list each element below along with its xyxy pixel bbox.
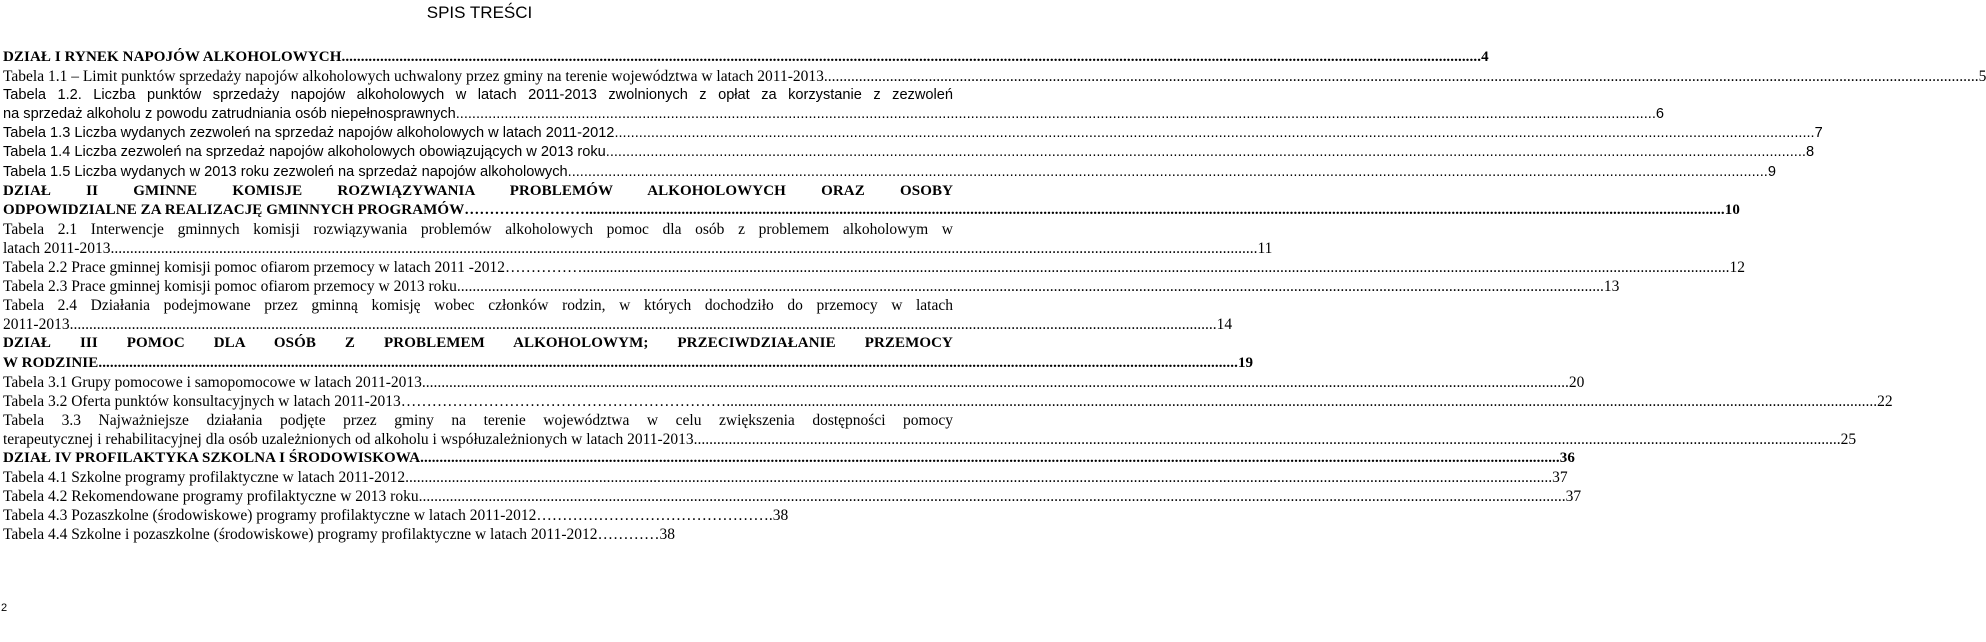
dot-leader xyxy=(585,201,1725,220)
toc-entry-text-line2: W RODZINIE xyxy=(3,354,99,371)
dot-leader xyxy=(70,315,1217,334)
page-number: 36 xyxy=(1559,449,1575,466)
toc-entry-text: Tabela 3.2 Oferta punktów konsultacyjnych w latach 2011-2013………………………………………………………. xyxy=(3,392,731,410)
toc-entry-tabela-3-3[interactable] xyxy=(3,411,1857,449)
toc-entry-dzial-1[interactable] xyxy=(3,48,1489,67)
toc-entry-text: Tabela 4.2 Rekomendowane programy profilaktyczne w 2013 roku xyxy=(3,488,419,506)
dot-leader xyxy=(457,277,1604,296)
toc-entry-text-line1: DZIAŁ III POMOC DLA OSÓB Z PROBLEMEM ALKOHOLOWYM; PRZECIWDZIAŁANIE PRZEMOCY xyxy=(3,335,953,352)
page-number: 9 xyxy=(1767,163,1776,180)
page-number: 20 xyxy=(1568,373,1585,391)
page-number: 13 xyxy=(1603,278,1620,296)
toc-entry-text: Tabela 1.5 Liczba wydanych w 2013 roku zezwoleń na sprzedaż napojów alkoholowych xyxy=(3,163,568,180)
toc-entry-tabela-4-3[interactable] xyxy=(3,506,953,525)
page-number: 5 xyxy=(1978,68,1986,86)
dot-leader xyxy=(832,67,1979,86)
page-number: 11 xyxy=(1257,239,1273,257)
page-number: 37 xyxy=(1565,488,1582,506)
toc-entry-text-line2: latach 2011-2013 xyxy=(3,239,111,257)
dot-leader xyxy=(730,392,1877,411)
page-number: 38 xyxy=(659,526,675,544)
page-number: 25 xyxy=(1840,430,1857,448)
dot-leader xyxy=(614,124,1814,143)
dot-leader xyxy=(110,239,1257,258)
toc-entry-tabela-1-4[interactable] xyxy=(3,143,1815,162)
toc-entry-text-line2: terapeutycznej i rehabilitacyjnej dla osób uzależnionych od alkoholu i współuzależnionych w latach 2011-2013 xyxy=(3,430,694,448)
dot-leader xyxy=(582,258,1729,277)
toc-entry-text: Tabela 4.4 Szkolne i pozaszkolne (środowiskowe) programy profilaktyczne w latach 2011-2012………… xyxy=(3,526,660,544)
toc-entry-tabela-2-2[interactable] xyxy=(3,258,1745,277)
page-number: 8 xyxy=(1805,144,1815,161)
page-number: 6 xyxy=(1655,106,1665,123)
toc-entry-tabela-1-1[interactable] xyxy=(3,67,1986,86)
page-number: 38 xyxy=(772,507,789,525)
toc-entry-text-line2: 2011-2013 xyxy=(3,316,70,334)
toc-entry-tabela-4-4[interactable] xyxy=(3,525,953,544)
toc-entry-tabela-3-1[interactable] xyxy=(3,373,1585,392)
page-title: SPIS TREŚCI xyxy=(426,3,533,22)
toc-entry-text: Tabela 1.3 Liczba wydanych zezwoleń na sprzedaż napojów alkoholowych w latach 2011-2012 xyxy=(3,125,615,142)
toc-entry-dzial-4[interactable] xyxy=(3,449,1575,468)
page-number: 22 xyxy=(1877,392,1893,410)
toc-entry-text-line2: na sprzedaż alkoholu z powodu zatrudniania osób niepełnosprawnych xyxy=(3,106,456,123)
toc-entry-tabela-1-3[interactable] xyxy=(3,124,1823,143)
dot-leader xyxy=(694,430,1841,449)
dot-leader xyxy=(420,449,1560,468)
toc-entry-text: DZIAŁ I RYNEK NAPOJÓW ALKOHOLOWYCH xyxy=(3,49,342,65)
toc-entry-text: Tabela 4.3 Pozaszkolne (środowiskowe) programy profilaktyczne w latach 2011-2012………………………………………. xyxy=(3,507,773,525)
toc-entry-text-line1: Tabela 2.1 Interwencje gminnych komisji rozwiązywania problemów alkoholowych pomoc dla osób z problemem alkoholowym w xyxy=(3,220,953,238)
dot-leader xyxy=(405,468,1552,487)
toc-entry-text: Tabela 1.1 – Limit punktów sprzedaży napojów alkoholowych uchwalony przez gminy na terenie województwa w latach 2011-2013.. xyxy=(3,68,832,86)
page-number: 4 xyxy=(1481,49,1489,65)
toc-entry-text: Tabela 2.3 Prace gminnej komisji pomoc ofiarom przemocy w 2013 roku xyxy=(3,278,457,296)
toc-entry-text: DZIAŁ IV PROFILAKTYKA SZKOLNA I ŚRODOWISKOWA xyxy=(3,449,421,466)
toc-entry-tabela-1-2[interactable] xyxy=(3,86,1665,124)
dot-leader xyxy=(419,487,1566,506)
dot-leader xyxy=(98,354,1238,373)
toc-entry-text: Tabela 4.1 Szkolne programy profilaktyczne w latach 2011-2012 xyxy=(3,469,406,487)
toc-entry-text-line2: ODPOWIDZIALNE ZA REALIZACJĘ GMINNYCH PROGRAMÓW…………………… xyxy=(3,201,586,218)
toc-entry-text-line1: Tabela 3.3 Najważniejsze działania podjęte przez gminy na terenie województwa w celu zwiększenia dostępności pomocy xyxy=(3,411,953,429)
toc-entry-text: Tabela 3.1 Grupy pomocowe i samopomocowe w latach 2011-2013 xyxy=(3,373,422,391)
dot-leader xyxy=(341,48,1481,67)
page-number: 10 xyxy=(1724,201,1740,218)
page-number: 19 xyxy=(1237,354,1254,371)
toc-entry-text-line1: DZIAŁ II GMINNE KOMISJE ROZWIĄZYWANIA PROBLEMÓW ALKOHOLOWYCH ORAZ OSOBY xyxy=(3,182,953,199)
page-number: 7 xyxy=(1814,125,1823,142)
toc-entry-text: Tabela 2.2 Prace gminnej komisji pomoc ofiarom przemocy w latach 2011 -2012…………… xyxy=(3,259,583,277)
toc-entry-text: Tabela 1.4 Liczba zezwoleń na sprzedaż napojów alkoholowych obowiązujących w 2013 roku xyxy=(3,144,606,161)
toc-entry-tabela-2-1[interactable] xyxy=(3,220,1273,258)
dot-leader xyxy=(422,373,1569,392)
toc-entry-text-line1: Tabela 1.2. Liczba punktów sprzedaży napojów alkoholowych w latach 2011-2013 zwolnionych z opłat za korzystanie z zezwoleń xyxy=(3,87,953,104)
toc-entry-tabela-4-1[interactable] xyxy=(3,468,1568,487)
page-number: 14 xyxy=(1216,316,1233,334)
toc-entry-tabela-3-2[interactable] xyxy=(3,392,1893,411)
toc-entry-text-line1: Tabela 2.4 Działania podejmowane przez gminną komisję wobec członków rodzin, w których dochodziło do przemocy w latach xyxy=(3,297,953,315)
page-number: 12 xyxy=(1729,259,1745,277)
toc-entry-tabela-4-2[interactable] xyxy=(3,487,1582,506)
toc-entry-tabela-2-3[interactable] xyxy=(3,277,1620,296)
page-number: 37 xyxy=(1552,469,1568,487)
footer-page-mark: 2 xyxy=(1,602,8,614)
dot-leader xyxy=(606,143,1806,162)
toc-entry-tabela-1-5[interactable] xyxy=(3,163,1776,182)
dot-leader xyxy=(456,105,1656,124)
toc-entry-dzial-2[interactable] xyxy=(3,182,1740,220)
toc-entry-dzial-3[interactable] xyxy=(3,334,1254,372)
dot-leader xyxy=(568,163,1768,182)
table-of-contents xyxy=(3,48,1986,544)
toc-entry-tabela-2-4[interactable] xyxy=(3,296,1233,334)
